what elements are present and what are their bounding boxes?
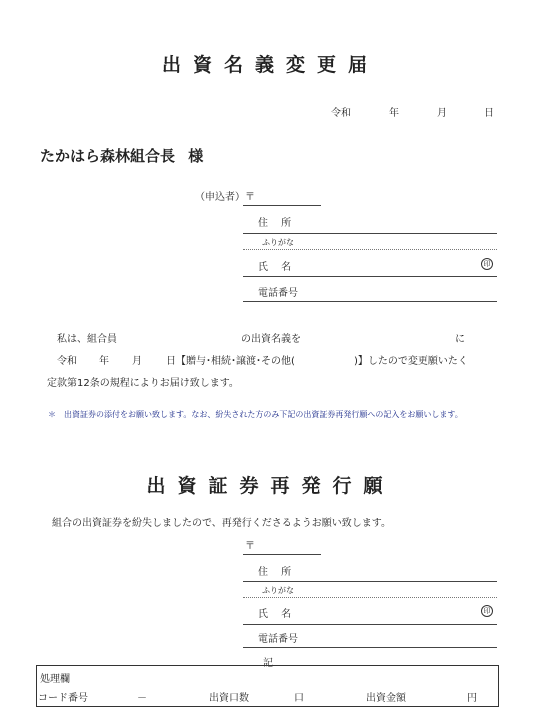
addressee	[40, 145, 203, 166]
note-text: ＊ 出資証券の添付をお願い致します。なお、紛失された方のみ下記の出資証券再発行願への記入をお願いします。	[48, 410, 463, 419]
code-dash: －	[137, 693, 147, 704]
era-label: 令和	[331, 108, 351, 119]
body-line1-a: 私は、組合員	[57, 334, 117, 345]
furigana-field[interactable]	[243, 249, 497, 250]
year-label: 年	[389, 108, 399, 119]
reissue-postal-mark: 〒	[245, 541, 255, 552]
processing-label: 処理欄	[40, 674, 70, 685]
applicant-label: （申込者）	[195, 192, 245, 203]
seal-icon: 印	[481, 258, 493, 270]
address-label: 住 所	[258, 218, 292, 229]
yen-mark: 円	[467, 693, 477, 704]
body-line2-month: 月	[132, 356, 142, 367]
phone-field[interactable]	[243, 301, 497, 302]
addressee-name: たかはら森林組合長	[40, 147, 176, 165]
reissue-text: 組合の出資証券を紛失しましたので、再発行くださるようお願い致します。	[52, 518, 391, 529]
reissue-furigana-field[interactable]	[243, 597, 497, 598]
body-line2-reason: 日【贈与･相続･譲渡･その他(	[166, 356, 295, 367]
postal-mark: 〒	[245, 192, 255, 203]
body-line2-era: 令和	[57, 356, 77, 367]
name-field[interactable]	[243, 276, 497, 277]
reissue-phone-label: 電話番号	[258, 634, 298, 645]
body-line1-c: に	[455, 334, 465, 345]
reissue-postal-field[interactable]	[243, 554, 321, 555]
reissue-address-field[interactable]	[243, 581, 497, 582]
reissue-seal-icon: 印	[481, 605, 493, 617]
form-title: 出資名義変更届	[161, 54, 379, 76]
units-mark: 口	[294, 693, 304, 704]
reissue-furigana-label: ふりがな	[262, 586, 294, 595]
address-field[interactable]	[243, 233, 497, 234]
reissue-title: 出資証券再発行願	[146, 475, 395, 497]
body-line2-year: 年	[99, 356, 109, 367]
name-label: 氏 名	[258, 262, 292, 273]
postal-field[interactable]	[243, 205, 321, 206]
day-label: 日	[484, 108, 494, 119]
code-label: コード番号	[38, 693, 88, 704]
body-line1-b: の出資名義を	[241, 334, 301, 345]
body-line3: 定款第12条の規程によりお届け致します。	[47, 378, 239, 389]
month-label: 月	[437, 108, 447, 119]
units-label: 出資口数	[209, 693, 249, 704]
phone-label: 電話番号	[258, 288, 298, 299]
addressee-suffix: 様	[188, 147, 204, 165]
reissue-phone-field[interactable]	[243, 647, 497, 648]
furigana-label: ふりがな	[262, 238, 294, 247]
body-line2-end: )】したので変更願いたく	[354, 356, 468, 367]
reissue-name-field[interactable]	[243, 624, 497, 625]
reissue-record-label: 記	[263, 658, 273, 669]
reissue-name-label: 氏 名	[258, 609, 292, 620]
reissue-address-label: 住 所	[258, 567, 292, 578]
amount-label: 出資金額	[366, 693, 406, 704]
